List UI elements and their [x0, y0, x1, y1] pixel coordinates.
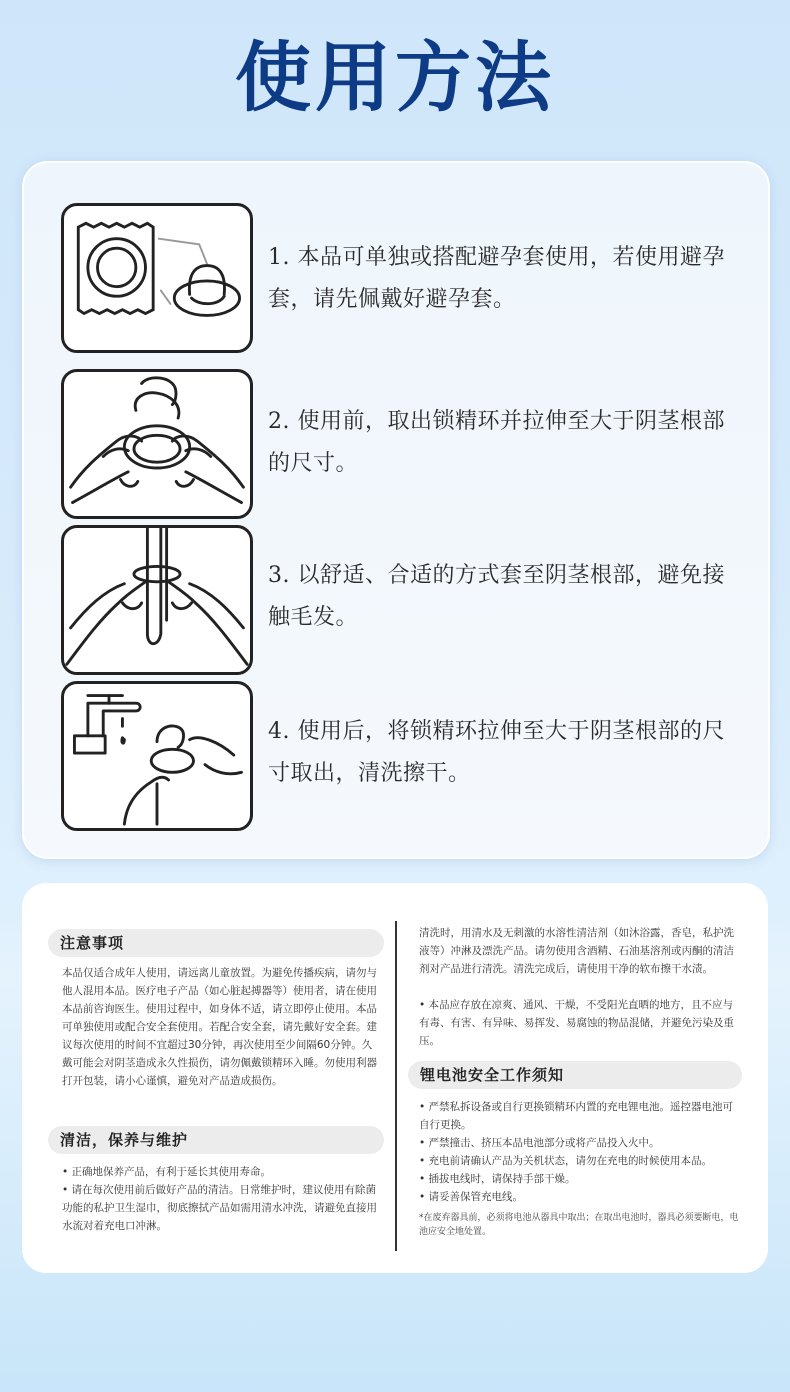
step-3-text: 3. 以舒适、合适的方式套至阴茎根部，避免接触毛发。 — [268, 563, 725, 630]
attention-body: 本品仅适合成年人使用，请远离儿童放置。为避免传播疾病，请勿与他人混用本品。医疗电子产品（如心脏起搏器等）使用者，请在使用本品前咨询医生。使用过程中，如身体不适，请立即停止使用。本品可单独使用或配合安全套使用。若配合安全套，请先戴好安全套。建议每次使用的时间不宜超过30分钟，再次使用至少间隔60分钟。久戴可能会对阴茎造成永久性损伤，请勿佩戴锁精环入睡。勿使用利器打开包装，请小心谨慎，避免对产品造成损伤。 — [62, 967, 377, 1087]
attention-heading: 注意事项 — [48, 929, 384, 957]
battery-item: • 严禁私拆设备或自行更换锁精环内置的充电锂电池。遥控器电池可自行更换。 — [419, 1101, 734, 1131]
usage-steps-card — [22, 161, 770, 859]
battery-item: • 插拔电线时，请保持手部干燥。 — [419, 1173, 576, 1185]
hands-fitting-ring-icon — [61, 525, 253, 675]
notes-panel — [22, 883, 768, 1273]
battery-item: • 充电前请确认产品为关机状态，请勿在充电的时候使用本品。 — [419, 1155, 713, 1167]
battery-item: • 请妥善保管充电线。 — [419, 1191, 524, 1203]
care-item: • 正确地保养产品，有利于延长其使用寿命。 — [62, 1166, 272, 1178]
step-4-text: 4. 使用后，将锁精环拉伸至大于阴茎根部的尺寸取出，清洗擦干。 — [268, 719, 725, 786]
hands-stretching-ring-icon — [61, 369, 253, 519]
faucet-washing-ring-icon — [61, 681, 253, 831]
battery-footnote: *在废弃器具前，必须将电池从器具中取出；在取出电池时，器具必须要断电，电池应安全地处置。 — [419, 1213, 739, 1237]
battery-item: • 严禁撞击、挤压本品电池部分或将产品投入火中。 — [419, 1137, 660, 1149]
step-1-text: 1. 本品可单独或搭配避孕套使用，若使用避孕套，请先佩戴好避孕套。 — [268, 245, 725, 312]
column-divider — [395, 921, 397, 1251]
condom-package-icon — [61, 203, 253, 353]
step-2-text: 2. 使用前，取出锁精环并拉伸至大于阴茎根部的尺寸。 — [268, 409, 725, 476]
cleaning-continued: 清洗时，用清水及无刺激的水溶性清洁剂（如沐浴露，香皂，私护洗液等）冲淋及漂洗产品。请勿使用含酒精、石油基溶剂或丙酮的清洁剂对产品进行清洗。清洗完成后，请使用干净的软布擦干水渍。 — [419, 927, 734, 975]
storage-note: • 本品应存放在凉爽、通风、干燥，不受阳光直晒的地方，且不应与有毒、有害、有异味、易挥发、易腐蚀的物品混储，并避免污染及重压。 — [419, 999, 734, 1047]
page-title: 使用方法 — [235, 33, 555, 122]
care-heading: 清洁，保养与维护 — [48, 1126, 384, 1154]
care-item: • 请在每次使用前后做好产品的清洁。日常维护时，建议使用有除菌功能的私护卫生湿巾，彻底擦拭产品如需用清水冲洗，请避免直接用水流对着充电口冲淋。 — [62, 1184, 377, 1232]
battery-heading: 锂电池安全工作须知 — [408, 1061, 742, 1089]
